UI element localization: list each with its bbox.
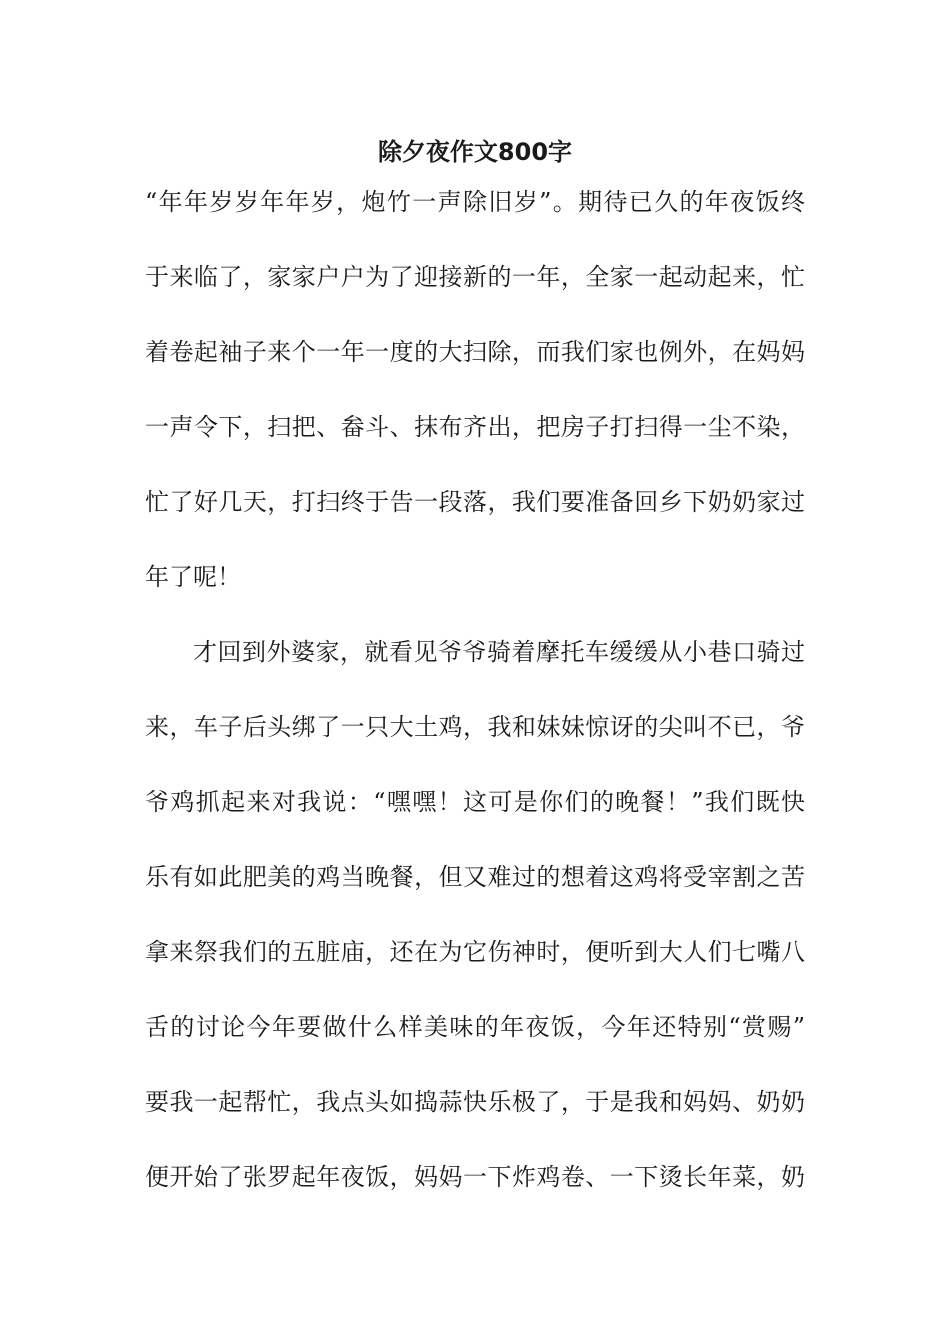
text-line: 着卷起袖子来个一年一度的大扫除，而我们家也例外，在妈妈 <box>145 338 805 366</box>
text-line: 一声令下，扫把、畚斗、抹布齐出，把房子打扫得一尘不染， <box>145 413 805 441</box>
text-line: 年了呢！ <box>145 563 241 591</box>
text-line: 来，车子后头绑了一只大土鸡，我和妹妹惊讶的尖叫不已，爷 <box>145 713 805 741</box>
text-line: 便开始了张罗起年夜饭，妈妈一下炸鸡卷、一下烫长年菜，奶 <box>145 1163 805 1191</box>
text-line: 忙了好几天，打扫终于告一段落，我们要准备回乡下奶奶家过 <box>145 488 805 516</box>
text-line: 舌的讨论今年要做什么样美味的年夜饭，今年还特别“赏赐” <box>145 1013 805 1041</box>
text-line: “年年岁岁年年岁，炮竹一声除旧岁”。期待已久的年夜饭终 <box>145 188 805 216</box>
text-line: 才回到外婆家，就看见爷爷骑着摩托车缓缓从小巷口骑过 <box>193 638 805 666</box>
document-title: 除夕夜作文800字 <box>377 138 573 166</box>
text-line: 爷鸡抓起来对我说：“嘿嘿！这可是你们的晚餐！”我们既快 <box>145 788 805 816</box>
text-line: 要我一起帮忙，我点头如捣蒜快乐极了，于是我和妈妈、奶奶 <box>145 1088 805 1116</box>
text-line: 于来临了，家家户户为了迎接新的一年，全家一起动起来，忙 <box>145 263 805 291</box>
text-line: 拿来祭我们的五脏庙，还在为它伤神时，便听到大人们七嘴八 <box>145 938 805 966</box>
text-line: 乐有如此肥美的鸡当晚餐，但又难过的想着这鸡将受宰割之苦 <box>145 863 805 891</box>
document-body <box>145 182 805 1232</box>
